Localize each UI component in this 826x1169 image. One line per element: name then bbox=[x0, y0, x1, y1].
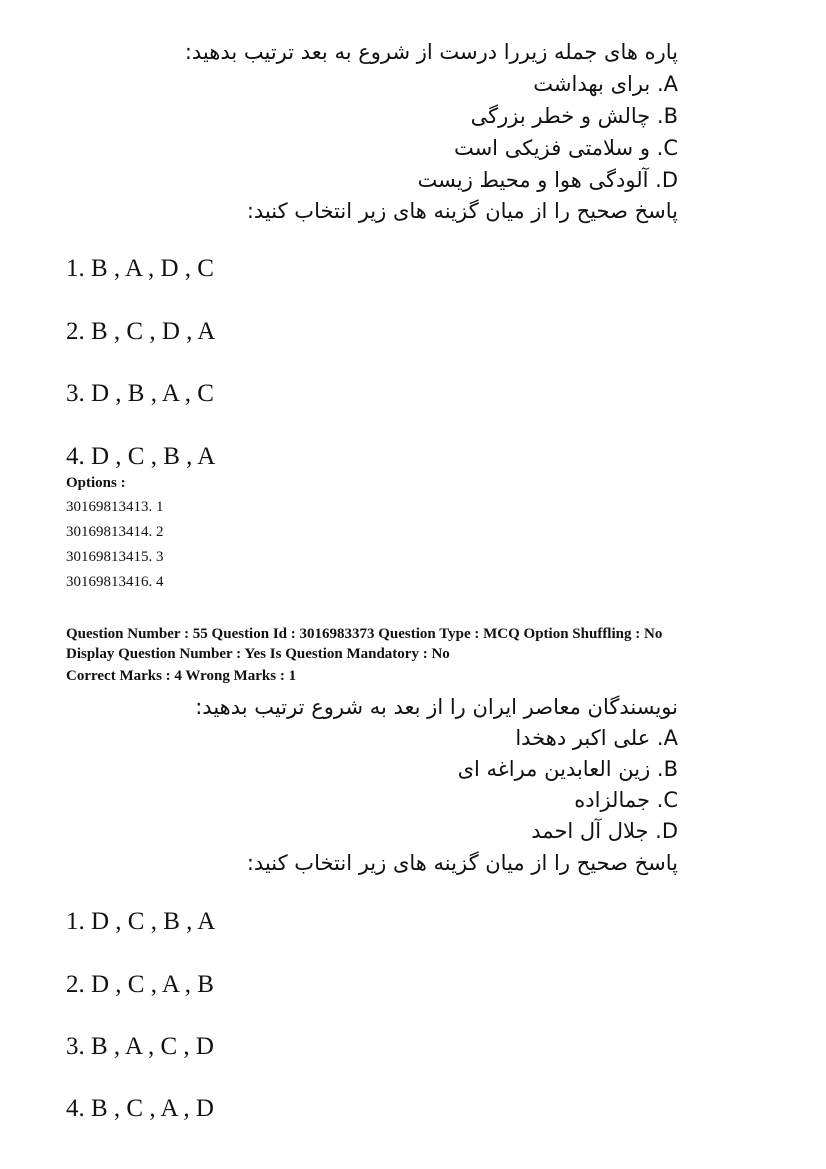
q2-meta-line2: Display Question Number : Yes Is Question Mandatory : No bbox=[66, 646, 450, 662]
q1-item-d: D. آلودگی هوا و محیط زیست bbox=[417, 168, 678, 192]
q1-prompt: پاسخ صحیح را از میان گزینه های زیر انتخاب کنید: bbox=[246, 199, 678, 223]
q1-item-c: C. و سلامتی فزیکی است bbox=[453, 136, 678, 160]
q2-prompt: پاسخ صحیح را از میان گزینه های زیر انتخاب کنید: bbox=[246, 851, 678, 875]
q2-choice-1: 1. D , C , B , A bbox=[66, 908, 216, 935]
q1-item-a: A. برای بهداشت bbox=[533, 72, 678, 96]
q2-item-b: B. زین العابدین مراغه ای bbox=[457, 757, 678, 781]
q1-option-id-1: 30169813413. 1 bbox=[66, 499, 164, 515]
q2-choice-3: 3. B , A , C , D bbox=[66, 1033, 214, 1060]
q1-choice-3: 3. D , B , A , C bbox=[66, 380, 214, 407]
q1-choice-1: 1. B , A , D , C bbox=[66, 255, 214, 282]
q2-item-d: D. جلال آل احمد bbox=[531, 819, 678, 843]
q2-item-c: C. جمالزاده bbox=[574, 788, 678, 812]
q1-option-id-3: 30169813415. 3 bbox=[66, 549, 164, 565]
q2-meta-line1: Question Number : 55 Question Id : 3016983373 Question Type : MCQ Option Shuffling : No bbox=[66, 626, 663, 642]
q1-choice-4: 4. D , C , B , A bbox=[66, 443, 216, 470]
q2-item-a: A. علی اکبر دهخدا bbox=[515, 726, 678, 750]
q2-choice-4: 4. B , C , A , D bbox=[66, 1095, 214, 1122]
q2-choice-2: 2. D , C , A , B bbox=[66, 971, 214, 998]
q2-meta-line3: Correct Marks : 4 Wrong Marks : 1 bbox=[66, 668, 297, 684]
q1-options-label: Options : bbox=[66, 475, 126, 491]
q2-instruction: نویسندگان معاصر ایران را از بعد به شروع ترتیب بدهید: bbox=[195, 695, 678, 719]
q1-choice-2: 2. B , C , D , A bbox=[66, 318, 216, 345]
q1-instruction: پاره های جمله زیررا درست از شروع به بعد ترتیب بدهید: bbox=[184, 40, 678, 64]
q1-option-id-2: 30169813414. 2 bbox=[66, 524, 164, 540]
q1-option-id-4: 30169813416. 4 bbox=[66, 574, 164, 590]
q1-item-b: B. چالش و خطر بزرگی bbox=[470, 104, 678, 128]
